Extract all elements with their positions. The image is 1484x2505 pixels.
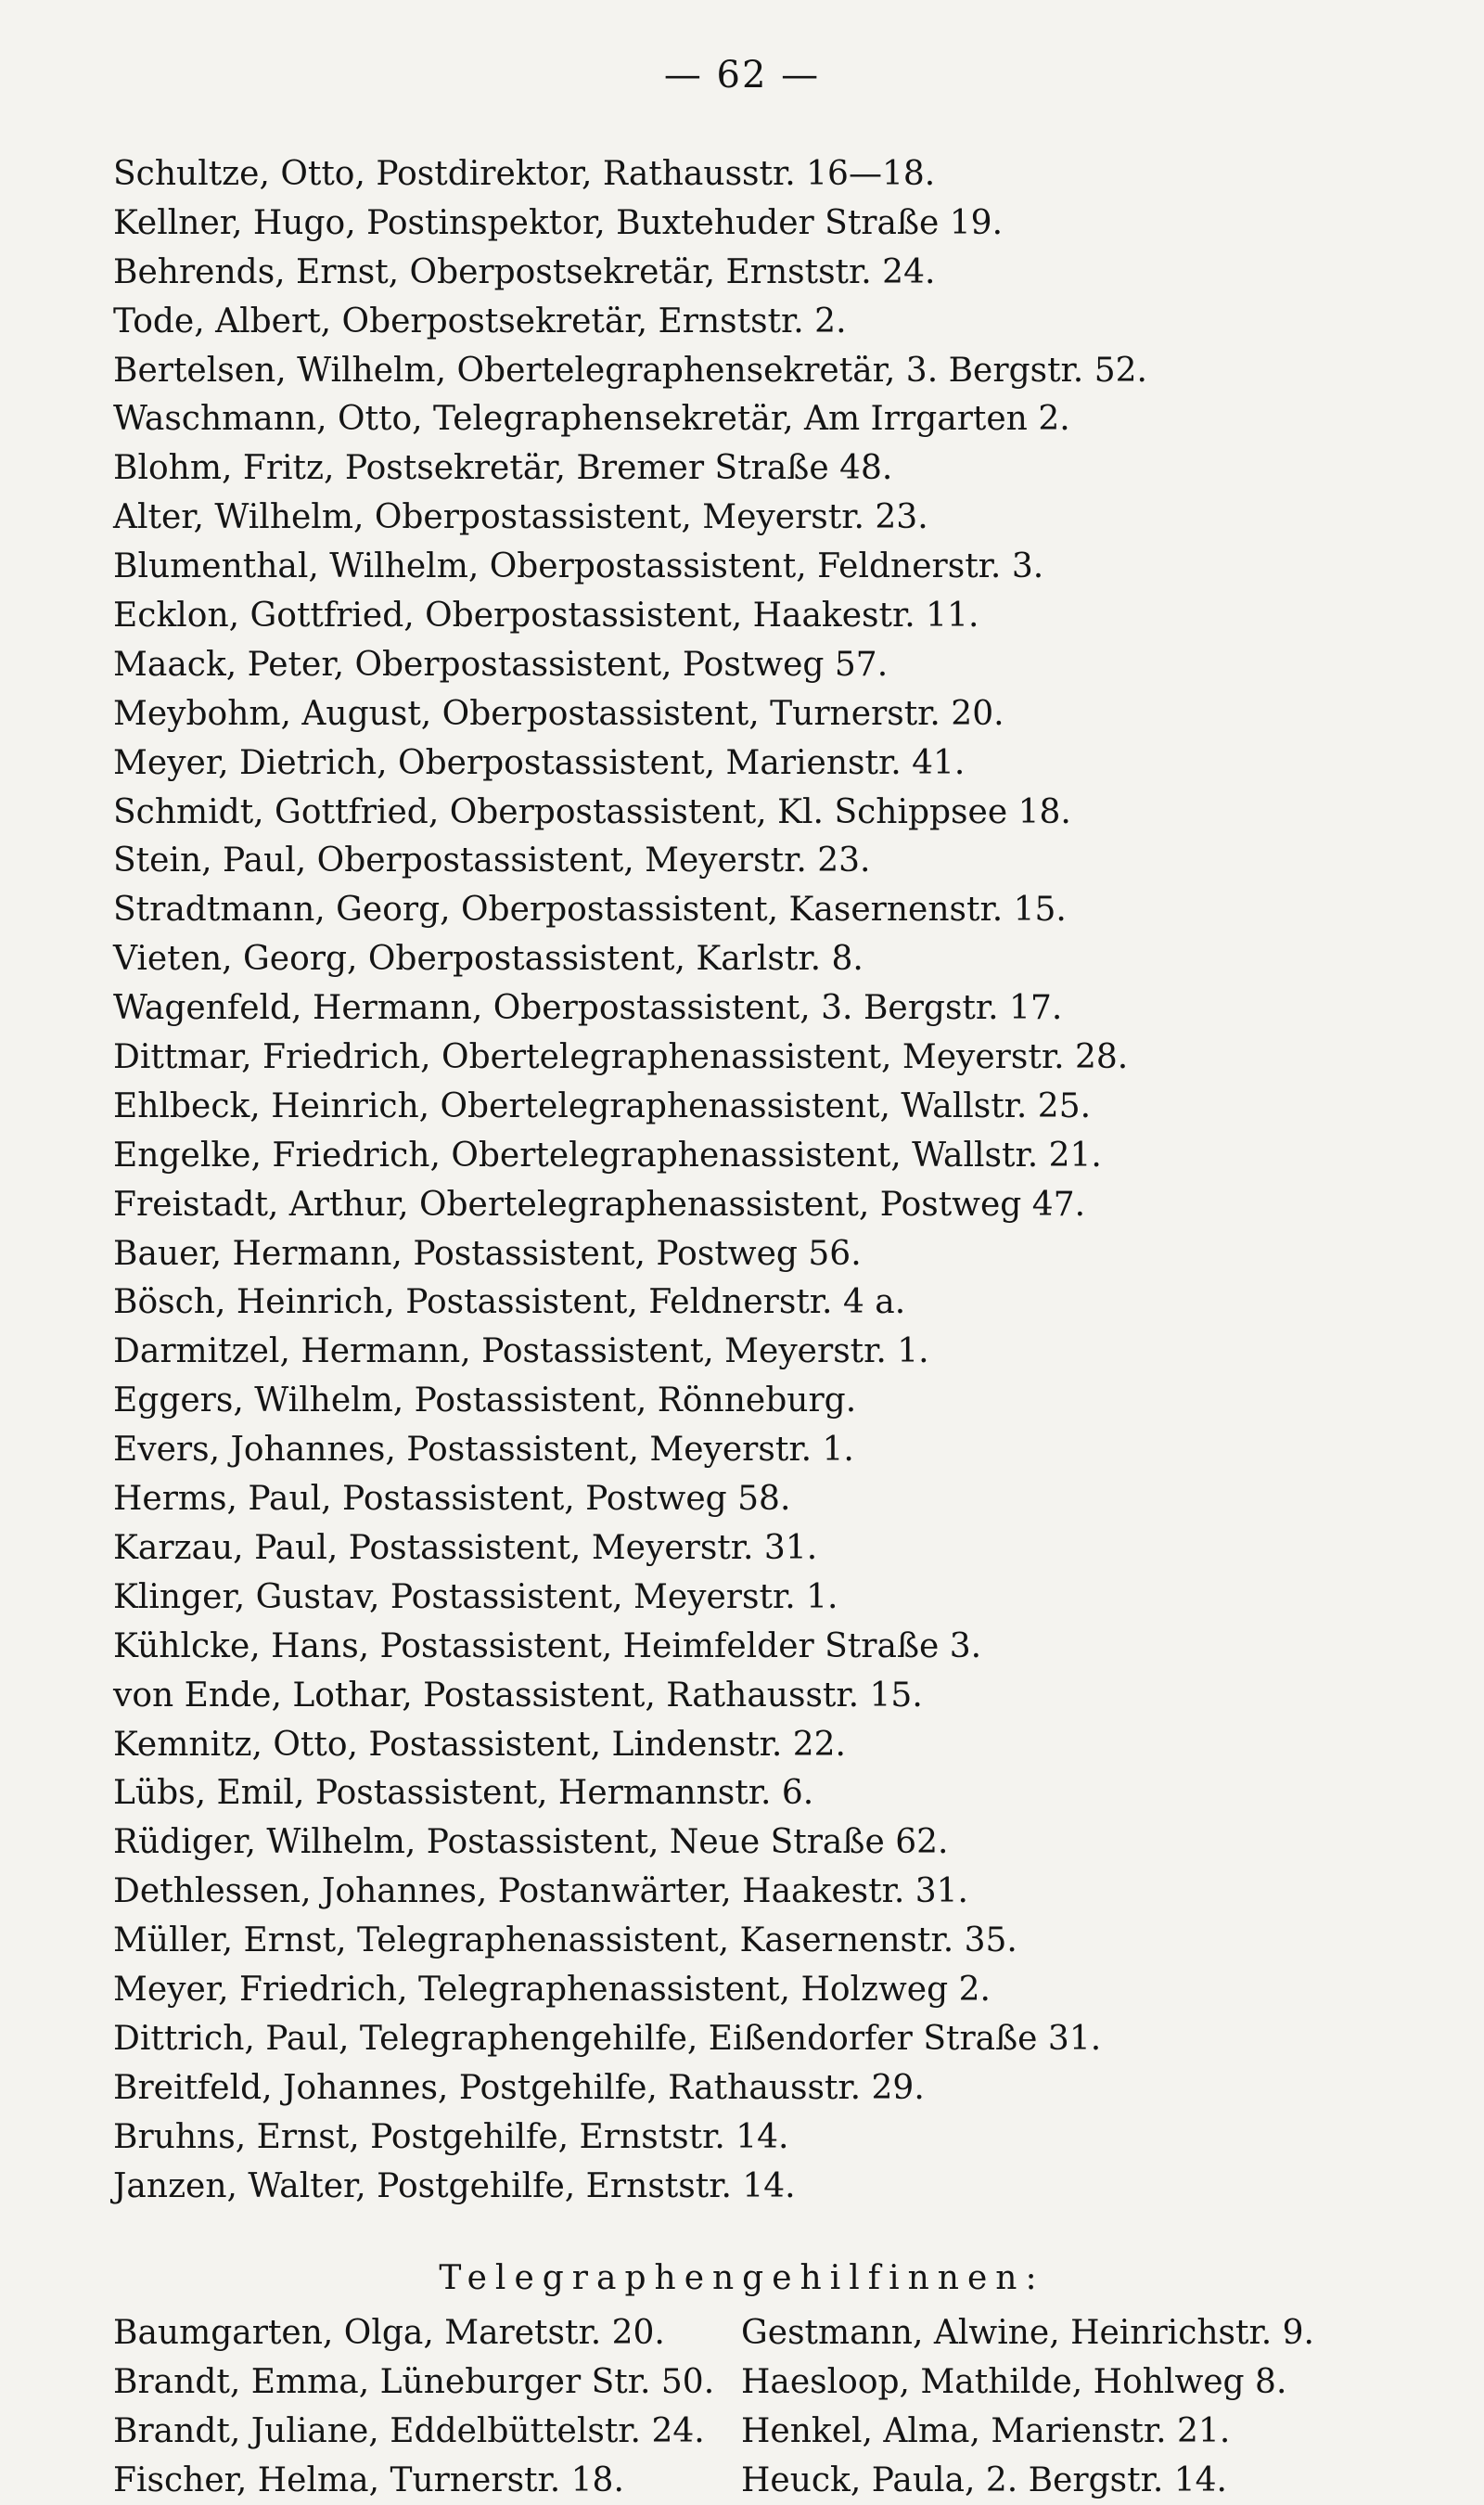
entry-line: Evers, Johannes, Postassistent, Meyerstr. 1. [113,1431,854,1470]
entry-line: Alter, Wilhelm, Oberpostassistent, Meyerstr. 23. [113,498,928,537]
entry-line: Behrends, Ernst, Oberpostsekretär, Ernststr. 24. [113,252,936,291]
page-number: — 62 — [663,54,821,96]
entry-line: Janzen, Walter, Postgehilfe, Ernststr. 14. [113,2166,796,2205]
entry-line: Kellner, Hugo, Postinspektor, Buxtehuder Straße 19. [113,203,1004,242]
gehilfin-entry: Haesloop, Mathilde, Hohlweg 8. [741,2363,1287,2402]
entry-line: Blumenthal, Wilhelm, Oberpostassistent, Feldnerstr. 3. [113,547,1044,586]
entry-line: Engelke, Friedrich, Obertelegraphenassistent, Wallstr. 21. [113,1136,1102,1175]
entry-line: Bertelsen, Wilhelm, Obertelegraphensekretär, 3. Bergstr. 52. [113,351,1147,390]
entry-line: Schmidt, Gottfried, Oberpostassistent, Kl. Schippsee 18. [113,792,1071,831]
entry-line: Dittmar, Friedrich, Obertelegraphenassistent, Meyerstr. 28. [113,1038,1129,1077]
gehilfin-entry: Baumgarten, Olga, Maretstr. 20. [113,2314,665,2353]
gehilfin-entry: Brandt, Juliane, Eddelbüttelstr. 24. [113,2412,705,2451]
gehilfin-entry: Heuck, Paula, 2. Bergstr. 14. [741,2461,1228,2500]
entry-line: Breitfeld, Johannes, Postgehilfe, Rathausstr. 29. [113,2068,925,2107]
entry-line: Waschmann, Otto, Telegraphensekretär, Am Irrgarten 2. [113,400,1070,439]
entry-line: Vieten, Georg, Oberpostassistent, Karlstr. 8. [113,940,864,979]
entry-line: Meyer, Dietrich, Oberpostassistent, Marienstr. 41. [113,743,966,782]
entry-line: Darmitzel, Hermann, Postassistent, Meyerstr. 1. [113,1332,929,1371]
entry-line: Müller, Ernst, Telegraphenassistent, Kasernenstr. 35. [113,1921,1017,1960]
entry-line: Karzau, Paul, Postassistent, Meyerstr. 31. [113,1528,818,1567]
entry-line: Lübs, Emil, Postassistent, Hermannstr. 6. [113,1774,814,1813]
entry-line: Rüdiger, Wilhelm, Postassistent, Neue Straße 62. [113,1823,949,1862]
entry-line: Maack, Peter, Oberpostassistent, Postweg 57. [113,645,889,684]
entry-line: Schultze, Otto, Postdirektor, Rathausstr. 16—18. [113,155,936,193]
entry-line: Kemnitz, Otto, Postassistent, Lindenstr. 22. [113,1725,846,1764]
entry-line: Dethlessen, Johannes, Postanwärter, Haakestr. 31. [113,1872,968,1911]
entry-line: Ehlbeck, Heinrich, Obertelegraphenassistent, Wallstr. 25. [113,1086,1092,1125]
entry-line: Herms, Paul, Postassistent, Postweg 58. [113,1480,791,1519]
entry-line: Tode, Albert, Oberpostsekretär, Ernststr. 2. [113,302,847,340]
entry-list [113,150,1484,2211]
entry-line: Ecklon, Gottfried, Oberpostassistent, Haakestr. 11. [113,597,979,636]
entry-line: Stein, Paul, Oberpostassistent, Meyerstr. 23. [113,841,871,880]
entry-line: Blohm, Fritz, Postsekretär, Bremer Straße 48. [113,449,893,488]
gehilfin-entry: Fischer, Helma, Turnerstr. 18. [113,2461,624,2500]
gehilfinnen-grid [113,2308,1484,2505]
entry-line: Kühlcke, Hans, Postassistent, Heimfelder Straße 3. [113,1626,982,1665]
entry-line: von Ende, Lothar, Postassistent, Rathausstr. 15. [113,1676,923,1715]
section-heading: Telegraphengehilfinnen: [439,2259,1045,2298]
entry-line: Klinger, Gustav, Postassistent, Meyerstr. 1. [113,1577,838,1616]
entry-line: Bauer, Hermann, Postassistent, Postweg 56. [113,1234,862,1273]
gehilfin-entry: Gestmann, Alwine, Heinrichstr. 9. [741,2314,1314,2353]
gehilfin-entry: Henkel, Alma, Marienstr. 21. [741,2412,1231,2451]
entry-line: Bösch, Heinrich, Postassistent, Feldnerstr. 4 a. [113,1283,906,1322]
gehilfin-entry: Brandt, Emma, Lüneburger Str. 50. [113,2363,715,2402]
entry-line: Meyer, Friedrich, Telegraphenassistent, Holzweg 2. [113,1970,991,2009]
entry-line: Eggers, Wilhelm, Postassistent, Rönneburg. [113,1381,857,1420]
entry-line: Bruhns, Ernst, Postgehilfe, Ernststr. 14. [113,2117,789,2156]
entry-line: Stradtmann, Georg, Oberpostassistent, Kasernenstr. 15. [113,891,1067,930]
entry-line: Freistadt, Arthur, Obertelegraphenassistent, Postweg 47. [113,1185,1086,1224]
entry-line: Wagenfeld, Hermann, Oberpostassistent, 3. Bergstr. 17. [113,989,1063,1028]
entry-line: Dittrich, Paul, Telegraphengehilfe, Eißendorfer Straße 31. [113,2019,1102,2058]
entry-line: Meybohm, August, Oberpostassistent, Turnerstr. 20. [113,694,1004,733]
